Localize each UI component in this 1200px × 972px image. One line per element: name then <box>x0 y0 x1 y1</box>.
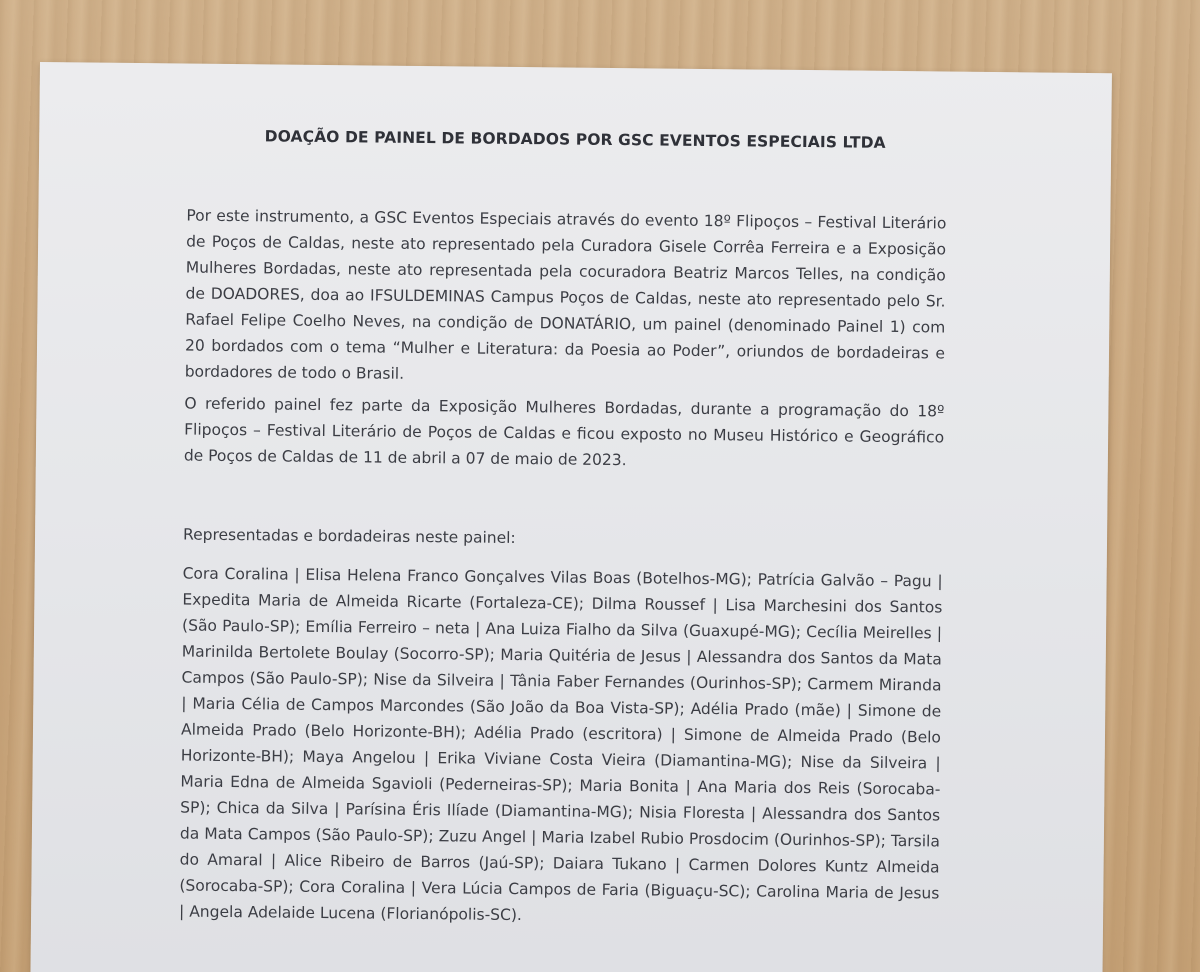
representatives-heading: Representadas e bordadeiras neste painel: <box>182 525 516 548</box>
donation-paragraph: Por este instrumento, a GSC Eventos Especiais através do evento 18º Flipoços – Festival Literário de Poços de Caldas, neste ato representado pela Curadora Gisele Corrêa Ferreira e a Exposição Mulheres Bordadas, neste ato representada pela cocuradora Beatriz Marcos Telles, na condição de DOADORES, doa ao IFSULDEMINAS Campus Poços de Caldas, neste ato representado pelo Sr. Rafael Felipe Coelho Neves, na condição de DONATÁRIO, um painel (denominado Painel 1) com 20 bordados com o tema “Mulher e Literatura: da Poesia ao Poder”, oriundos de bordadeiras e bordadores de todo o Brasil. <box>184 206 947 383</box>
document-title: DOAÇÃO DE PAINEL DE BORDADOS POR GSC EVENTOS ESPECIAIS LTDA <box>264 127 886 152</box>
document-sheet <box>30 62 1112 972</box>
exhibition-paragraph: O referido painel fez parte da Exposição Mulheres Bordadas, durante a programação do 18º Flipoços – Festival Literário de Poços de Caldas e ficou exposto no Museu Histórico e Geográfico de Poços de Caldas de 11 de abril a 07 de maio de 2023. <box>183 394 945 470</box>
representatives-list: Cora Coralina | Elisa Helena Franco Gonçalves Vilas Boas (Botelhos-MG); Patrícia Galvão – Pagu | Expedita Maria de Almeida Ricarte (Fortaleza-CE); Dilma Roussef | Lisa Marchesini dos Santos (São Paulo-SP); Emília Ferreiro – neta | Ana Luiza Fialho da Silva (Guaxupé-MG); Cecília Meirelles | Marinilda Bertolete Boulay (Socorro-SP); Maria Quitéria de Jesus | Alessandra dos Santos da Mata Campos (São Paulo-SP); Nise da Silveira | Tânia Faber Fernandes (Ourinhos-SP); Carmem Miranda | Maria Célia de Campos Marcondes (São João da Boa Vista-SP); Adélia Prado (mãe) | Simone de Almeida Prado (Belo Horizonte-BH); Adélia Prado (escritora) | Simone de Almeida Prado (Belo Horizonte-BH); Maya Angelou | Erika Viviane Costa Vieira (Diamantina-MG); Nise da Silveira | Maria Edna de Almeida Sgavioli (Pederneiras-SP); Maria Bonita | Ana Maria dos Reis (Sorocaba-SP); Chica da Silva | Parísina Éris Ilíade (Diamantina-MG); Nisia Floresta | Alessandra dos Santos da Mata Campos (São Paulo-SP); Zuzu Angel | Maria Izabel Rubio Prosdocim (Ourinhos-SP); Tarsila do Amaral | Alice Ribeiro de Barros (Jaú-SP); Daiara Tukano | Carmen Dolores Kuntz Almeida (Sorocaba-SP); Cora Coralina | Vera Lúcia Campos de Faria (Biguaçu-SC); Carolina Maria de Jesus | Angela Adelaide Lucena (Florianópolis-SC). <box>179 564 943 925</box>
